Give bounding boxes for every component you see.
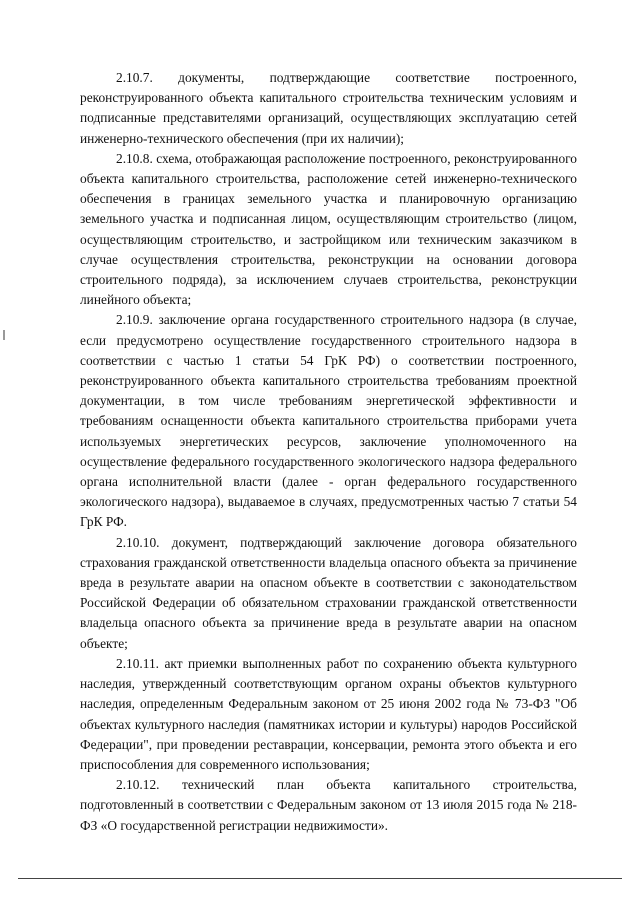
paragraph-2-10-12: 2.10.12. технический план объекта капитального строительства, подготовленный в соответствии с Федеральным законом от 13 июля 2015 года № 218-ФЗ «О государственной регистрации недвижимости». (80, 777, 577, 833)
paragraph-2-10-7: 2.10.7. документы, подтверждающие соответствие построенного, реконструированного объекта капитального строительства техническим условиям и подписанные представителями организаций, осуществляющих эксплуатацию сетей инженерно-технического обеспечения (при их наличии); (80, 70, 577, 146)
document-body (80, 68, 577, 836)
paragraph-2-10-11: 2.10.11. акт приемки выполненных работ по сохранению объекта культурного наследия, утвержденный соответствующим органом охраны объектов культурного наследия, определенным Федеральным законом от 25 июня 2002 года № 73-ФЗ "Об объектах культурного наследия (памятниках истории и культуры) народов Российской Федерации", при проведении реставрации, консервации, ремонта этого объекта и его приспособления для современного использования; (80, 655, 577, 772)
paragraph-2-10-10: 2.10.10. документ, подтверждающий заключение договора обязательного страхования гражданской ответственности владельца опасного объекта за причинение вреда в результате аварии на опасном объекте в соответствии с законодательством Российской Федерации об обязательном страховании гражданской ответственности владельца опасного объекта за причинение вреда в результате аварии на опасном объекте; (80, 534, 577, 651)
paragraph-2-10-8: 2.10.8. схема, отображающая расположение построенного, реконструированного объекта капитального строительства, расположение сетей инженерно-технического обеспечения в границах земельного участка и планировочную организацию земельного участка и подписанная лицом, осуществляющим строительство (лицом, осуществляющим строительство, и застройщиком или техническим заказчиком в случае осуществления строительства, реконструкции на основании договора строительного подряда), за исключением случаев строительства, реконструкции линейного объекта; (80, 150, 577, 308)
bottom-rule-divider (18, 878, 622, 879)
paragraph-2-10-9: 2.10.9. заключение органа государственного строительного надзора (в случае, если предусмотрено осуществление государственного строительного надзора в соответствии с частью 1 статьи 54 ГрК РФ) о соответствии построенного, реконструированного объекта капитального строительства требованиям проектной документации, в том числе требованиям энергетической эффективности и требованиям оснащенности объекта капитального строительства приборами учета используемых энергетических ресурсов, заключение уполномоченного на осуществление федерального государственного экологического надзора федерального органа исполнительной власти (далее - орган федерального государственного экологического надзора), выдаваемое в случаях, предусмотренных частью 7 статьи 54 ГрК РФ. (80, 312, 577, 530)
scan-margin-mark (3, 330, 5, 340)
